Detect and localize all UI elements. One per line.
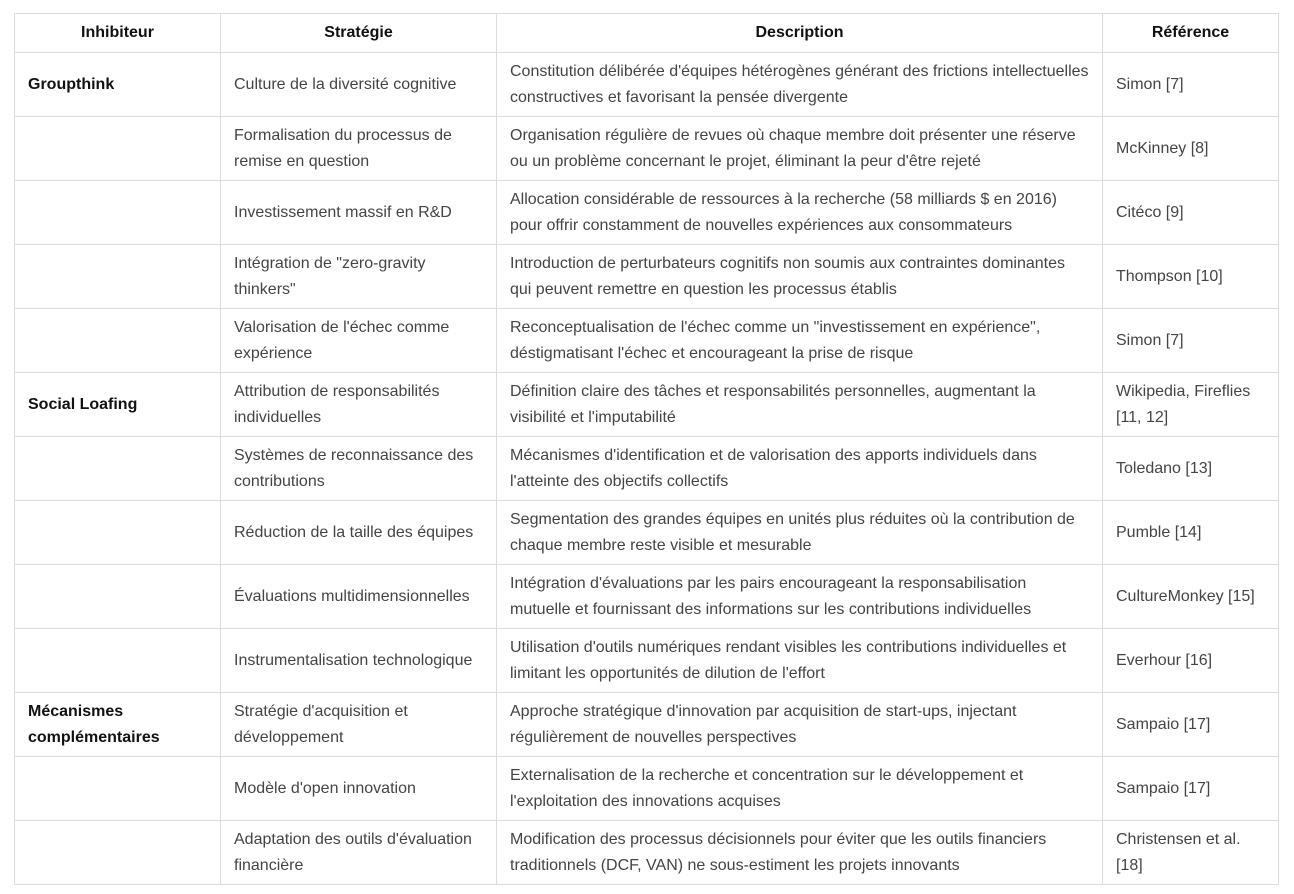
cell-description: Mécanismes d'identification et de valorisation des apports individuels dans l'atteinte des objectifs collectifs (497, 437, 1103, 501)
cell-description: Segmentation des grandes équipes en unités plus réduites où la contribution de chaque membre reste visible et mesurable (497, 501, 1103, 565)
strategies-table (14, 13, 1279, 885)
table-container (14, 13, 1278, 885)
cell-reference: Toledano [13] (1103, 437, 1279, 501)
table-row (15, 245, 1279, 309)
cell-reference: Pumble [14] (1103, 501, 1279, 565)
cell-inhibiteur: Mécanismes complémentaires (15, 693, 221, 757)
cell-description: Intégration d'évaluations par les pairs encourageant la responsabilisation mutuelle et fournissant des informations sur les contributions individuelles (497, 565, 1103, 629)
cell-description: Constitution délibérée d'équipes hétérogènes générant des frictions intellectuelles constructives et favorisant la pensée divergente (497, 53, 1103, 117)
table-row (15, 565, 1279, 629)
cell-reference: Citéco [9] (1103, 181, 1279, 245)
cell-strategie: Intégration de "zero-gravity thinkers" (221, 245, 497, 309)
header-strategie: Stratégie (221, 14, 497, 53)
cell-inhibiteur (15, 565, 221, 629)
cell-strategie: Investissement massif en R&D (221, 181, 497, 245)
table-row (15, 309, 1279, 373)
cell-inhibiteur: Social Loafing (15, 373, 221, 437)
table-row (15, 181, 1279, 245)
cell-inhibiteur: Groupthink (15, 53, 221, 117)
table-row (15, 501, 1279, 565)
cell-reference: Thompson [10] (1103, 245, 1279, 309)
cell-strategie: Valorisation de l'échec comme expérience (221, 309, 497, 373)
cell-strategie: Formalisation du processus de remise en question (221, 117, 497, 181)
table-row (15, 693, 1279, 757)
cell-description: Organisation régulière de revues où chaque membre doit présenter une réserve ou un problème concernant le projet, éliminant la peur d'être rejeté (497, 117, 1103, 181)
cell-strategie: Évaluations multidimensionnelles (221, 565, 497, 629)
cell-reference: Christensen et al. [18] (1103, 821, 1279, 885)
cell-reference: Sampaio [17] (1103, 757, 1279, 821)
cell-strategie: Culture de la diversité cognitive (221, 53, 497, 117)
cell-reference: Wikipedia, Fireflies [11, 12] (1103, 373, 1279, 437)
cell-inhibiteur (15, 181, 221, 245)
cell-strategie: Adaptation des outils d'évaluation financière (221, 821, 497, 885)
cell-strategie: Stratégie d'acquisition et développement (221, 693, 497, 757)
cell-inhibiteur (15, 245, 221, 309)
cell-strategie: Systèmes de reconnaissance des contributions (221, 437, 497, 501)
cell-description: Reconceptualisation de l'échec comme un "investissement en expérience", déstigmatisant l'échec et encourageant la prise de risque (497, 309, 1103, 373)
cell-strategie: Instrumentalisation technologique (221, 629, 497, 693)
table-row (15, 757, 1279, 821)
table-row (15, 821, 1279, 885)
cell-description: Introduction de perturbateurs cognitifs non soumis aux contraintes dominantes qui peuvent remettre en question les processus établis (497, 245, 1103, 309)
table-row (15, 53, 1279, 117)
table-row (15, 373, 1279, 437)
cell-inhibiteur (15, 117, 221, 181)
cell-inhibiteur (15, 309, 221, 373)
cell-reference: Everhour [16] (1103, 629, 1279, 693)
cell-inhibiteur (15, 629, 221, 693)
table-header-row (15, 14, 1279, 53)
cell-description: Modification des processus décisionnels pour éviter que les outils financiers traditionnels (DCF, VAN) ne sous-estiment les projets innovants (497, 821, 1103, 885)
cell-strategie: Attribution de responsabilités individuelles (221, 373, 497, 437)
cell-reference: McKinney [8] (1103, 117, 1279, 181)
cell-reference: CultureMonkey [15] (1103, 565, 1279, 629)
header-description: Description (497, 14, 1103, 53)
cell-description: Externalisation de la recherche et concentration sur le développement et l'exploitation des innovations acquises (497, 757, 1103, 821)
cell-inhibiteur (15, 501, 221, 565)
cell-strategie: Réduction de la taille des équipes (221, 501, 497, 565)
cell-inhibiteur (15, 437, 221, 501)
cell-reference: Sampaio [17] (1103, 693, 1279, 757)
cell-description: Approche stratégique d'innovation par acquisition de start-ups, injectant régulièrement de nouvelles perspectives (497, 693, 1103, 757)
table-row (15, 629, 1279, 693)
cell-inhibiteur (15, 757, 221, 821)
cell-strategie: Modèle d'open innovation (221, 757, 497, 821)
cell-inhibiteur (15, 821, 221, 885)
header-reference: Référence (1103, 14, 1279, 53)
cell-description: Définition claire des tâches et responsabilités personnelles, augmentant la visibilité et l'imputabilité (497, 373, 1103, 437)
table-row (15, 437, 1279, 501)
header-inhibiteur: Inhibiteur (15, 14, 221, 53)
cell-reference: Simon [7] (1103, 309, 1279, 373)
table-row (15, 117, 1279, 181)
cell-description: Utilisation d'outils numériques rendant visibles les contributions individuelles et limitant les opportunités de dilution de l'effort (497, 629, 1103, 693)
cell-reference: Simon [7] (1103, 53, 1279, 117)
cell-description: Allocation considérable de ressources à la recherche (58 milliards $ en 2016) pour offrir constamment de nouvelles expériences aux consommateurs (497, 181, 1103, 245)
